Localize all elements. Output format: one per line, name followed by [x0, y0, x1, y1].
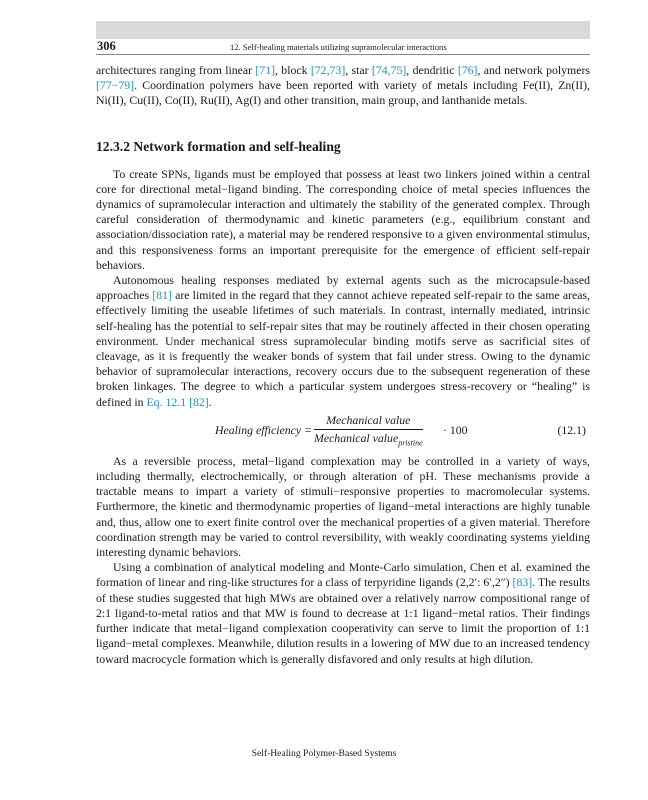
equation-numerator: Mechanical value [314, 413, 423, 430]
text-run: , block [275, 63, 311, 77]
body-text [96, 63, 590, 667]
citation-link[interactable]: [83] [512, 575, 533, 590]
text-run: , star [345, 63, 372, 77]
text-run: architectures ranging from linear [96, 63, 256, 77]
equation-12-1 [96, 413, 590, 447]
equation-lhs: Healing efficiency = [215, 422, 313, 437]
text-run: are limited in the regard that they cannot achieve repeated self-repair to the same areas, effectively limiting the useable lifetimes of such materials. In contrast, internally mediated, intrinsic self-healing has the potential to self-repair sites that may be routinely affected in their chosen operating environment. Under mechanical stress supramolecular binding motifs serve as sacrificial sites of cleavage, as it is frequently the weaker bonds of system that fail under stress. Owing to the dynamic behavior of supramolecular interactions, recovery occurs due to the subsequent regeneration of these broken linkages. The degree to which a particular system undergoes stress-recovery or “healing” is defined in [96, 288, 591, 409]
page-number: 306 [97, 39, 116, 53]
text-run: . [208, 394, 212, 409]
text-run: , dendritic [406, 63, 458, 77]
citation-link[interactable]: [76] [457, 63, 478, 77]
equation-multiplier: · 100 [443, 422, 468, 437]
citation-link[interactable]: [74,75] [371, 63, 407, 77]
equation-number: (12.1) [557, 422, 586, 437]
text-run: Autonomous healing responses mediated by external agents such as the microcapsule-based approaches [96, 273, 590, 303]
paragraph-reversible-process: As a reversible process, metal−ligand complexation may be controlled in a variety of ways, including thermally, electrochemically, or through alteration of pH. These mechanisms provide a tractable means to impart a variety of stimuli−responsive properties to macromolecular systems. Furthermore, the kinetic and thermodynamic properties of ligand−metal interactions are highly tunable and, thus, allow one to exert finite control over the mechanical properties of a given material. Therefore coordination strength may be varied to control reversibility, with weakly coordinating systems yielding interesting dynamic behaviors. [96, 453, 590, 560]
text-run: , and network polymers [477, 63, 590, 77]
citation-link[interactable]: [71] [255, 63, 276, 77]
paragraph-spns: To create SPNs, ligands must be employed that possess at least two linkers joined within a central core for directional metal−ligand binding. The corresponding choice of metal species influences the dynamics of supramolecular interaction and ultimately the stability of the generated complex. Through careful consideration of thermodynamic and kinetic parameters (e.g., equilibrium constant and association/dissociation rate), a material may be rendered responsive to a given environmental stimulus, and this responsiveness forms an important prerequisite for the emergence of efficient self-repair behaviors. [96, 166, 590, 272]
paragraph-autonomous-healing [96, 273, 590, 410]
intro-paragraph [96, 63, 590, 109]
section-heading: 12.3.2 Network formation and self-healing [96, 138, 341, 154]
citation-link[interactable]: [82] [189, 394, 209, 409]
header-band [96, 21, 590, 39]
citation-link[interactable]: [72,73] [310, 63, 346, 77]
header-rule [96, 54, 590, 55]
text-run: . Coordination polymers have been reported with variety of metals including Fe(II), Zn(II), Ni(II), Cu(II), Co(II), Ru(II), Ag(I) and other transition, main group, and lanthanide metals. [96, 78, 590, 108]
equation-link[interactable]: Eq. 12.1 [146, 394, 187, 409]
citation-link[interactable]: [77−79] [96, 78, 135, 93]
running-title: 12. Self-healing materials utilizing supramolecular interactions [230, 42, 447, 52]
equation-fraction [314, 413, 423, 451]
text-run: Using a combination of analytical modeling and Monte-Carlo simulation, Chen et al. examined the formation of linear and ring-like structures for a class of terpyridine ligands (2,2′: 6′,2″) [96, 560, 590, 590]
paragraph-chen-study [96, 560, 590, 666]
denominator-text: Mechanical value [314, 431, 399, 446]
footer-book-title: Self-Healing Polymer-Based Systems [251, 748, 397, 759]
equation-denominator [314, 430, 423, 451]
denominator-subscript: pristine [398, 438, 423, 448]
citation-link[interactable]: [81] [152, 288, 172, 303]
text-run: . The results of these studies suggested that high MWs are obtained over a relatively narrow compositional range of 2:1 ligand-to-metal ratios and that MW is found to decrease at 1:1 ligand−metal ratios. Their findings further indicate that metal−ligand complexation cooperativity can serve to limit the proportion of 1:1 ligand−metal complexes. Meanwhile, dilution results in a lowering of MW due to an increased tendency toward macrocycle formation which is generally disfavored and only results at high dilution. [96, 575, 590, 666]
